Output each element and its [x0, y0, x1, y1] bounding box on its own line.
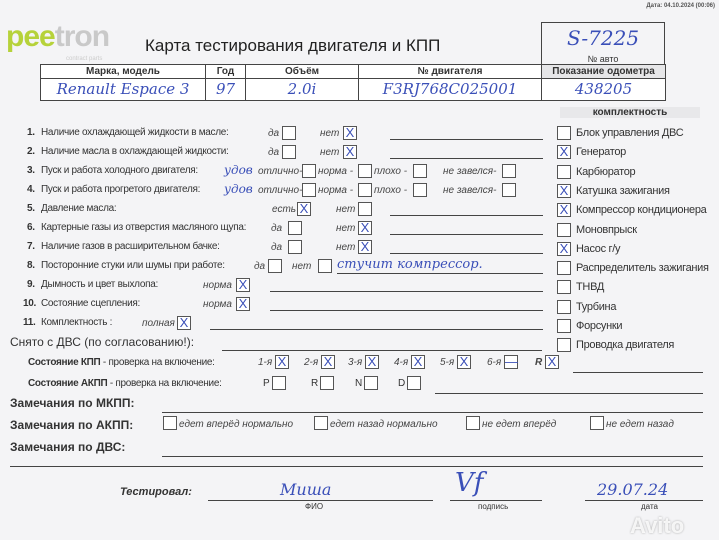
option-label: нет — [336, 242, 356, 253]
check-number: 9. — [27, 279, 35, 290]
option-label: норма — [203, 280, 232, 291]
option-checkbox[interactable]: X — [236, 297, 250, 311]
remark-checkbox[interactable] — [590, 416, 604, 430]
note-line[interactable] — [390, 234, 543, 235]
option-checkbox[interactable] — [502, 183, 516, 197]
at-label — [28, 378, 222, 389]
gear-checkbox[interactable]: X — [545, 355, 559, 369]
option-label: нет — [320, 147, 340, 158]
signature: Vf — [455, 468, 484, 498]
option-label: не завелся- — [443, 185, 497, 196]
option-label: нет — [336, 204, 356, 215]
print-date: Дата: 04.10.2024 (00:06) — [646, 3, 715, 9]
remark-option: едет назад нормально — [330, 419, 438, 430]
remark-checkbox[interactable] — [314, 416, 328, 430]
completeness-checkbox[interactable]: X — [557, 203, 571, 217]
check-label: Состояние сцепления: — [41, 298, 140, 309]
mt-label-bold: Состояние КПП — [28, 357, 101, 368]
option-label: плохо - — [374, 185, 408, 196]
test-date: 29.07.24 — [597, 480, 669, 499]
avito-watermark: Avito — [630, 513, 685, 538]
option-checkbox[interactable]: X — [343, 126, 357, 140]
option-label: нет — [320, 128, 340, 139]
completeness-checkbox[interactable] — [557, 300, 571, 314]
check-number: 4. — [27, 184, 35, 195]
check-note: стучит компрессор. — [337, 257, 483, 272]
completeness-checkbox[interactable]: X — [557, 242, 571, 256]
note-line[interactable] — [390, 215, 543, 216]
mt-label — [28, 357, 215, 368]
gear-checkbox[interactable] — [272, 376, 286, 390]
gear-label: D — [398, 378, 406, 389]
fio-label: ФИО — [305, 502, 324, 511]
check-number: 10. — [23, 298, 37, 309]
check-label: Комплектность : — [41, 317, 113, 328]
option-checkbox[interactable]: X — [358, 240, 372, 254]
option-label: норма — [203, 299, 232, 310]
table-value: 438205 — [541, 78, 666, 101]
option-label: да — [271, 223, 283, 234]
option-label: нет — [292, 261, 312, 272]
gear-label: 5-я — [440, 357, 455, 368]
gear-label: 6-я — [487, 357, 502, 368]
tested-label: Тестировал: — [120, 486, 192, 498]
option-checkbox[interactable]: X — [358, 221, 372, 235]
gear-checkbox[interactable]: X — [457, 355, 471, 369]
option-checkbox[interactable] — [358, 202, 372, 216]
gear-label: R — [535, 357, 543, 368]
option-checkbox[interactable] — [288, 240, 302, 254]
check-label: Наличие масла в охлаждающей жидкости: — [41, 146, 229, 157]
option-label: норма - — [318, 185, 354, 196]
check-number: 1. — [27, 127, 35, 138]
completeness-item: Генератор — [576, 146, 626, 159]
table-header: Марка, модель — [40, 64, 206, 79]
gear-label: R — [311, 378, 319, 389]
note-line[interactable] — [337, 273, 543, 274]
gear-label: 3-я — [348, 357, 363, 368]
note-line[interactable] — [270, 310, 543, 311]
car-number: S-7225 — [566, 26, 640, 50]
option-label: нет — [336, 223, 356, 234]
option-label: отлично- — [258, 185, 303, 196]
table-header: Показание одометра — [541, 64, 666, 79]
check-number: 11. — [23, 317, 36, 328]
check-number: 5. — [27, 203, 35, 214]
note-line[interactable] — [390, 139, 543, 140]
table-header: Объём — [245, 64, 359, 79]
check-label: Наличие охлаждающей жидкости в масле: — [41, 127, 229, 138]
page-title: Карта тестирования двигателя и КПП — [145, 36, 441, 55]
remarks-engine-label: Замечания по ДВС: — [10, 440, 126, 454]
option-checkbox[interactable]: X — [343, 145, 357, 159]
date-label: дата — [641, 502, 658, 511]
gear-checkbox[interactable]: X — [321, 355, 335, 369]
gear-checkbox[interactable] — [320, 376, 334, 390]
option-checkbox[interactable]: X — [297, 202, 311, 216]
gear-checkbox[interactable]: X — [411, 355, 425, 369]
option-label: да — [268, 147, 280, 158]
completeness-item: Карбюратор — [576, 165, 636, 178]
completeness-checkbox[interactable]: X — [557, 184, 571, 198]
completeness-checkbox[interactable]: X — [557, 145, 571, 159]
car-number-label: № авто — [541, 55, 665, 65]
at-label-rest: - проверка на включение: — [107, 378, 222, 389]
option-label: плохо - — [374, 166, 408, 177]
check-label: Пуск и работа холодного двигателя: — [41, 165, 198, 176]
remark-option: не едет вперёд — [482, 419, 557, 430]
completeness-item: Распределитель зажигания — [576, 262, 709, 275]
option-checkbox[interactable] — [282, 145, 296, 159]
gear-label: 4-я — [394, 357, 409, 368]
option-label: полная — [142, 318, 175, 329]
note-line[interactable] — [390, 158, 543, 159]
completeness-item: Турбина — [576, 300, 617, 313]
completeness-item: Компрессор кондиционера — [576, 204, 707, 217]
remark-checkbox[interactable] — [163, 416, 177, 430]
option-label: да — [268, 128, 280, 139]
option-checkbox[interactable] — [502, 164, 516, 178]
option-checkbox[interactable] — [282, 126, 296, 140]
option-label: да — [254, 261, 266, 272]
check-label: Картерные газы из отверстия масляного щупа: — [41, 222, 247, 233]
check-label: Давление масла: — [41, 203, 117, 214]
check-label: Наличие газов в расширительном бачке: — [41, 241, 220, 252]
completeness-item: Насос г/у — [576, 242, 621, 255]
check-number: 8. — [27, 260, 35, 271]
completeness-item: Блок управления ДВС — [576, 127, 684, 139]
sign-label: подпись — [478, 502, 509, 511]
table-value: Renault Espace 3 — [40, 78, 206, 101]
completeness-item: Моновпрыск — [576, 223, 637, 236]
remarks-at-label: Замечания по АКПП: — [10, 418, 134, 432]
remarks-mt-label: Замечания по МКПП: — [10, 396, 135, 410]
remarks-mt-line[interactable] — [162, 412, 703, 413]
completeness-checkbox[interactable] — [557, 338, 571, 352]
note-line[interactable] — [210, 329, 543, 330]
check-label: Пуск и работа прогретого двигателя: — [41, 184, 201, 195]
gear-checkbox[interactable]: X — [365, 355, 379, 369]
option-checkbox[interactable] — [318, 259, 332, 273]
check-number: 6. — [27, 222, 35, 233]
option-checkbox[interactable] — [413, 183, 427, 197]
option-label: есть — [272, 204, 297, 215]
option-checkbox[interactable] — [413, 164, 427, 178]
option-checkbox[interactable] — [268, 259, 282, 273]
completeness-title: комплектность — [560, 107, 700, 118]
option-checkbox[interactable] — [302, 183, 316, 197]
table-value: 97 — [205, 78, 246, 101]
note-line[interactable] — [270, 291, 543, 292]
logo-tagline: contract parts — [66, 56, 103, 62]
check-label: Дымность и цвет выхлопа: — [41, 279, 158, 290]
completeness-checkbox[interactable] — [557, 280, 571, 294]
remark-option: едет вперёд нормально — [179, 419, 294, 430]
completeness-item: Проводка двигателя — [576, 339, 675, 352]
option-label: да — [271, 242, 283, 253]
mt-label-rest: - проверка на включение: — [100, 357, 215, 368]
table-header: Год — [205, 64, 246, 79]
gear-checkbox[interactable] — [407, 376, 421, 390]
option-checkbox[interactable] — [302, 164, 316, 178]
option-label: норма - — [318, 166, 354, 177]
gear-checkbox[interactable]: — — [505, 354, 518, 369]
option-label: не завелся- — [443, 166, 497, 177]
completeness-checkbox[interactable] — [557, 165, 571, 179]
removed-label: Снято с ДВС (по согласованию!): — [10, 335, 195, 349]
gear-checkbox[interactable] — [364, 376, 378, 390]
gear-label: P — [263, 378, 270, 389]
completeness-checkbox[interactable] — [557, 261, 571, 275]
tester-name: Миша — [280, 480, 332, 499]
option-checkbox[interactable]: X — [236, 278, 250, 292]
option-checkbox[interactable] — [358, 183, 372, 197]
gear-label: 2-я — [304, 357, 319, 368]
completeness-checkbox[interactable] — [557, 223, 571, 237]
check-note: удов — [224, 163, 253, 177]
at-label-bold: Состояние АКПП — [28, 378, 108, 389]
completeness-checkbox[interactable] — [557, 319, 571, 333]
car-number-box — [541, 22, 665, 55]
completeness-checkbox[interactable] — [557, 126, 571, 140]
gear-label: N — [355, 378, 363, 389]
check-note: удов — [224, 182, 253, 196]
remark-option: не едет назад — [606, 419, 674, 430]
check-number: 7. — [27, 241, 35, 252]
check-label: Посторонние стуки или шумы при работе: — [41, 260, 225, 271]
completeness-item: Форсунки — [576, 320, 623, 332]
option-label: отлично- — [258, 166, 303, 177]
table-header: № двигателя — [358, 64, 542, 79]
table-value: 2.0i — [245, 78, 359, 101]
gear-label: 1-я — [258, 357, 273, 368]
option-checkbox[interactable]: X — [177, 316, 191, 330]
gear-checkbox[interactable]: X — [275, 355, 289, 369]
table-value: F3RJ768C025001 — [358, 78, 542, 101]
note-line[interactable] — [390, 253, 543, 254]
remarks-engine-line[interactable] — [162, 456, 703, 457]
check-number: 2. — [27, 146, 35, 157]
completeness-item: ТНВД — [576, 281, 605, 294]
logo: peetron — [6, 20, 110, 53]
option-checkbox[interactable] — [288, 221, 302, 235]
check-number: 3. — [27, 165, 35, 176]
completeness-item: Катушка зажигания — [576, 184, 670, 197]
option-checkbox[interactable] — [358, 164, 372, 178]
remark-checkbox[interactable] — [466, 416, 480, 430]
